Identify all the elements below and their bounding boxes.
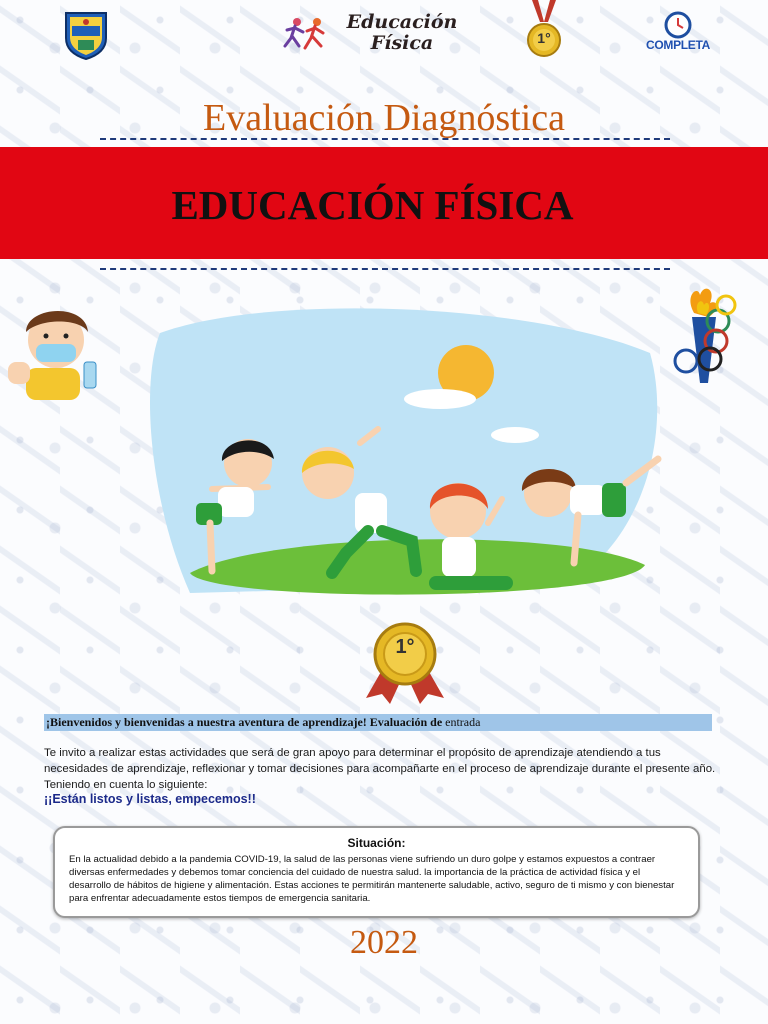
olympic-torch-icon: [664, 283, 744, 393]
cheer-text: ¡¡Están listos y listas, empecemos!!: [44, 792, 256, 806]
divider-top: [100, 138, 670, 140]
welcome-plain-text: entrada: [445, 715, 481, 729]
medal-icon: [518, 0, 570, 58]
jec-label: COMPLETA: [645, 38, 711, 52]
boy-with-mask-illustration: [6, 288, 102, 400]
clock-icon: [663, 10, 693, 40]
gold-medal-label: 1°: [395, 636, 415, 658]
kids-exercise-illustration: [150, 303, 670, 608]
divider-bottom: [100, 268, 670, 270]
school-shield-logo: [62, 10, 110, 60]
situation-box: [53, 826, 700, 918]
welcome-bar: [44, 714, 712, 731]
medal-label: 1°: [537, 30, 551, 46]
situation-text: En la actualidad debido a la pandemia COVID-19, la salud de las personas viene sufriendo un duro golpe y estamos expuestos a contraer diversas enfermedades y debemos tomar conciencia del cuidado de nuestra salud. la importancia de la práctica de actividad física y el desarrollo de hábitos de higiene y alimentación. Estas acciones te permitirán mantenerte saludable, activo, seguro de ti mismo y con bienestar para enfrentar adecuadamente estos tiempos de emergencia sanitaria.: [69, 854, 675, 904]
jornada-escolar-logo: [641, 10, 715, 62]
welcome-bold-text: ¡Bienvenidos y bienvenidas a nuestra aventura de aprendizaje! Evaluación de: [46, 715, 443, 729]
situation-title: Situación:: [347, 836, 406, 850]
brand-line1: Educación: [346, 11, 458, 33]
gold-medal-icon: [360, 620, 450, 704]
intro-paragraph: Te invito a realizar estas actividades que será de gran apoyo para determinar el propósito de aprendizaje atendiendo a tus necesidades de aprendizaje, reflexionar y tomar decisiones para acompañarte en el proceso de aprendizaje durante el presente año. Teniendo en cuenta lo siguiente:: [44, 747, 716, 791]
subject-banner: [0, 147, 768, 259]
page-title: Evaluación Diagnóstica: [203, 97, 565, 139]
educacion-fisica-brand: [283, 12, 473, 60]
subject-title: EDUCACIÓN FÍSICA: [171, 182, 574, 228]
brand-line2: Física: [370, 32, 434, 54]
runners-icon: [283, 16, 335, 58]
year-label: 2022: [350, 924, 418, 961]
